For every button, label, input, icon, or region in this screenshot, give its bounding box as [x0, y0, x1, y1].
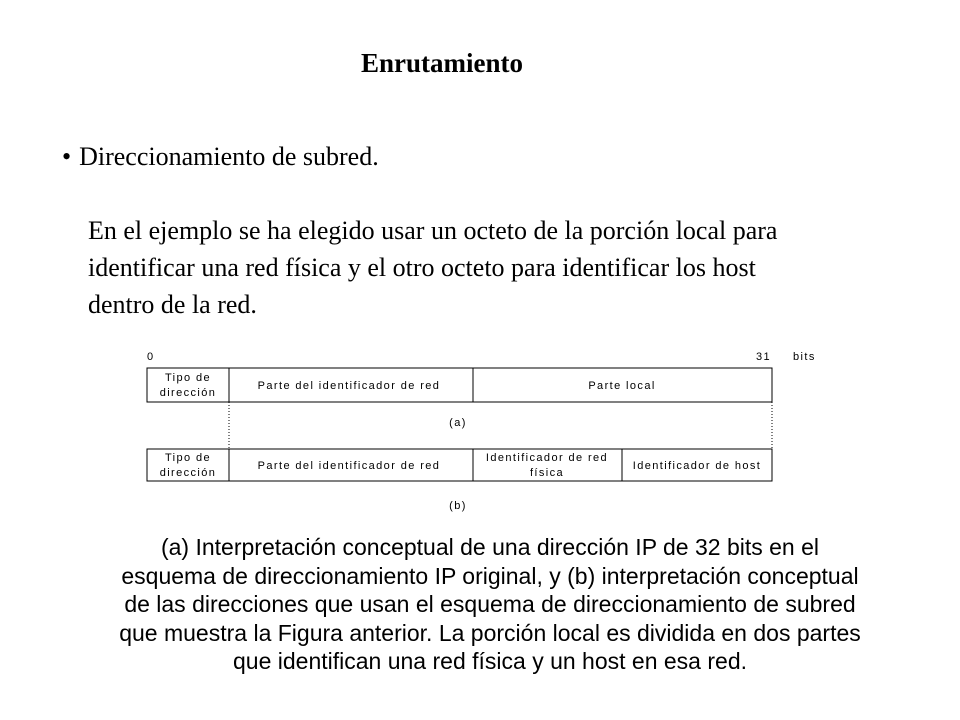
row-a-label: (a): [449, 417, 467, 429]
caption-line: que muestra la Figura anterior. La porción local es dividida en dos partes: [119, 619, 861, 646]
row-b-label: (b): [449, 500, 467, 512]
row-a-netid-field: Parte del identificador de red: [257, 380, 441, 392]
row-a-type-line2: dirección: [159, 387, 217, 399]
row-b-physnet-line1: Identificador de red: [485, 452, 609, 464]
paragraph-line: identificar una red física y el otro octeto para identificar los host: [88, 253, 756, 282]
row-b-physnet-line2: física: [529, 467, 565, 479]
row-b-netid-field: Parte del identificador de red: [257, 460, 441, 472]
caption-line: esquema de direccionamiento IP original, y (b) interpretación conceptual: [121, 562, 859, 589]
row-b: [147, 449, 772, 481]
row-b-type-line2: dirección: [159, 467, 217, 479]
bullet-text: Direccionamiento de subred.: [79, 142, 379, 171]
figure-caption: [50, 533, 930, 676]
bit-start-label: 0: [147, 351, 155, 363]
row-b-type-line1: Tipo de: [164, 452, 212, 464]
row-a-type-line1: Tipo de: [164, 372, 212, 384]
caption-line: que identifican una red física y un host en esa red.: [233, 648, 747, 674]
paragraph-line: En el ejemplo se ha elegido usar un octeto de la porción local para: [88, 216, 778, 245]
row-a-outline: [147, 368, 772, 402]
bullet-dot: •: [62, 142, 72, 171]
bits-unit-label: bits: [793, 351, 816, 363]
caption-line: (a) Interpretación conceptual de una dirección IP de 32 bits en el: [160, 534, 820, 560]
row-a: [147, 368, 772, 402]
row-a-local-field: Parte local: [588, 380, 656, 392]
caption-line: de las direcciones que usan el esquema de direccionamiento de subred: [124, 591, 856, 617]
paragraph-line: dentro de la red.: [88, 290, 257, 319]
bit-end-label: 31: [756, 351, 772, 363]
slide-title: Enrutamiento: [361, 48, 523, 78]
row-b-hostid-field: Identificador de host: [632, 460, 762, 472]
